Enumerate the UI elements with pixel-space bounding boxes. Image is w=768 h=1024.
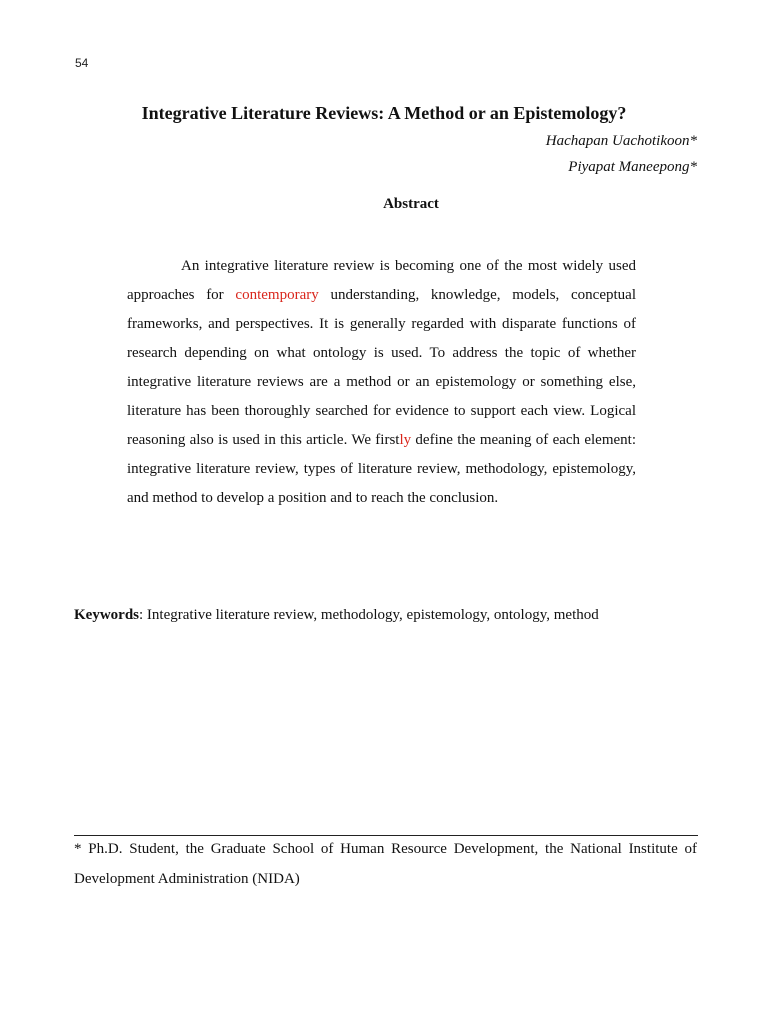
highlighted-suffix: ly [399, 432, 412, 448]
abstract-text: define the meaning of each element: integrative literature review, types of literature review, methodology, epistemology, and method to develop a position and to reach the conclusion. [127, 432, 636, 506]
keywords-paragraph [74, 601, 697, 630]
author-list [546, 128, 697, 180]
highlighted-word: contemporary [235, 287, 319, 303]
author-name: Piyapat Maneepong* [568, 159, 697, 175]
abstract-heading: Abstract [383, 196, 439, 212]
keywords-label: Keywords [74, 607, 139, 623]
author-name: Hachapan Uachotikoon* [545, 133, 697, 149]
paper-title: Integrative Literature Reviews: A Method or an Epistemology? [141, 103, 627, 123]
abstract-text: An integrative literature review is becoming one of the most widely used approaches for [127, 258, 636, 303]
abstract-text: understanding, knowledge, models, conceptual frameworks, and perspectives. It is generally regarded with disparate functions of research depending on what ontology is used. To address the topic of whether integrative literature reviews are a method or an epistemology or something else, literature has been thoroughly searched for evidence to support each view. Logical reasoning also is used in this article. We first [127, 287, 636, 448]
keywords-list: : Integrative literature review, methodology, epistemology, ontology, method [139, 607, 599, 623]
footnote: * Ph.D. Student, the Graduate School of Human Resource Development, the National Institute of Development Administration (NIDA) [74, 841, 697, 887]
abstract-body [127, 252, 636, 513]
page-number: 54 [75, 56, 89, 70]
